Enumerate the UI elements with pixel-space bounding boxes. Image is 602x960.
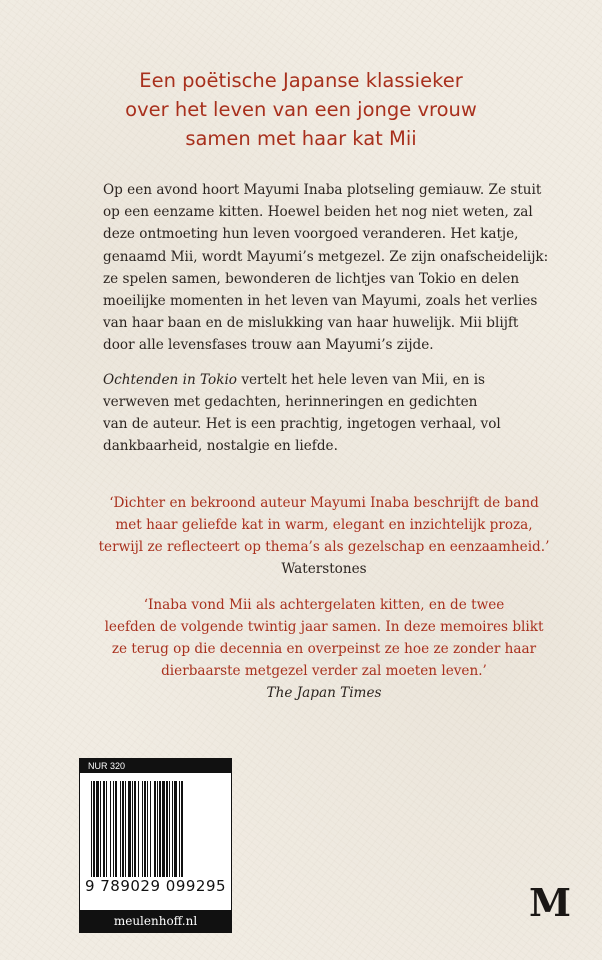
isbn-number: 9 789029 099295 [84, 877, 227, 895]
blurb-line: van de auteur. Het is een prachtig, ingetogen verhaal, vol [103, 416, 501, 433]
barcode-bar [174, 781, 177, 877]
quote-line: met haar geliefde kat in warm, elegant en inzichtelijk proza, [115, 517, 533, 533]
barcode-bar [91, 781, 92, 877]
blurb-line: deze ontmoeting hun leven voorgoed veranderen. Het katje, [103, 226, 519, 243]
barcode-bar [132, 781, 133, 877]
review-quote-1 [64, 492, 584, 580]
quote-line: dierbaarste metgezel verder zal moeten leven.’ [161, 663, 487, 679]
headline-line: samen met haar kat Mii [185, 127, 417, 150]
barcode-bar [179, 781, 180, 877]
barcode-bar [100, 781, 101, 877]
barcode-bar [181, 781, 183, 877]
barcode-bar [144, 781, 146, 877]
blurb-text [103, 179, 573, 457]
blurb-line-rest: vertelt het hele leven van Mii, en is [237, 371, 486, 388]
barcode-bar [138, 781, 139, 877]
blurb-line: dankbaarheid, nostalgie en liefde. [103, 438, 338, 455]
barcode-panel [79, 758, 232, 933]
blurb-line: genaamd Mii, wordt Mayumi’s metgezel. Ze zijn onafscheidelijk: [103, 248, 549, 265]
quote-line: ze terug op die decennia en overpeinst ze hoe ze zonder haar [111, 641, 537, 657]
blurb-line: verweven met gedachten, herinneringen en gedichten [103, 393, 478, 410]
barcode-bar [169, 781, 170, 877]
barcode-bar [113, 781, 114, 877]
quote-line: terwijl ze reflecteert op thema’s als gezelschap en eenzaamheid.’ [98, 539, 550, 555]
quote-source: The Japan Times [266, 685, 382, 701]
blurb-line: moeilijke momenten in het leven van Mayumi, zoals het verlies [103, 293, 538, 310]
blurb-line: op een eenzame kitten. Hoewel beiden het nog niet weten, zal [103, 204, 533, 221]
barcode-bar [96, 781, 99, 877]
blurb-line: ze spelen samen, bewonderen de lichtjes van Tokio en delen [103, 270, 520, 287]
quote-line: ‘Dichter en bekroond auteur Mayumi Inaba beschrijft de band [109, 495, 539, 511]
barcode-bar [172, 781, 173, 877]
cover-headline [0, 66, 602, 153]
barcode-bar [122, 781, 124, 877]
barcode-bar [150, 781, 151, 877]
blurb-paragraph-1 [103, 179, 573, 357]
headline-line: over het leven van een jonge vrouw [125, 98, 477, 121]
barcode-bar [134, 781, 136, 877]
barcode-bar [157, 781, 158, 877]
barcode-bar [162, 781, 165, 877]
quote-line: ‘Inaba vond Mii als achtergelaten kitten, en de twee [143, 597, 505, 613]
barcode-bar [154, 781, 156, 877]
blurb-line: Op een avond hoort Mayumi Inaba plotseling gemiauw. Ze stuit [103, 182, 542, 198]
quote-source: Waterstones [281, 561, 367, 577]
quote-line: leefden de volgende twintig jaar samen. In deze memoires blikt [104, 619, 544, 635]
publisher-website: meulenhoff.nl [80, 910, 231, 932]
barcode-bars [89, 781, 222, 877]
barcode-bar [166, 781, 168, 877]
barcode-bar [110, 781, 111, 877]
barcode-bar [103, 781, 105, 877]
barcode-bar [142, 781, 143, 877]
blurb-paragraph-2 [103, 369, 573, 458]
blurb-line: door alle levensfases trouw aan Mayumi’s zijde. [103, 337, 434, 354]
barcode-bar [125, 781, 126, 877]
barcode-bar [115, 781, 117, 877]
barcode-bar [106, 781, 107, 877]
barcode-bar [159, 781, 161, 877]
book-title: Ochtenden in Tokio [103, 371, 237, 388]
blurb-line [103, 369, 573, 391]
barcode-bar [128, 781, 131, 877]
barcode-bar [120, 781, 121, 877]
barcode-bar [93, 781, 95, 877]
review-quote-2 [64, 594, 584, 704]
barcode-bar [147, 781, 148, 877]
publisher-logo: M [529, 880, 572, 925]
blurb-line: van haar baan en de mislukking van haar huwelijk. Mii blijft [103, 315, 519, 332]
headline-line: Een poëtische Japanse klassieker [139, 69, 463, 92]
nur-label: NUR 320 [80, 759, 231, 773]
